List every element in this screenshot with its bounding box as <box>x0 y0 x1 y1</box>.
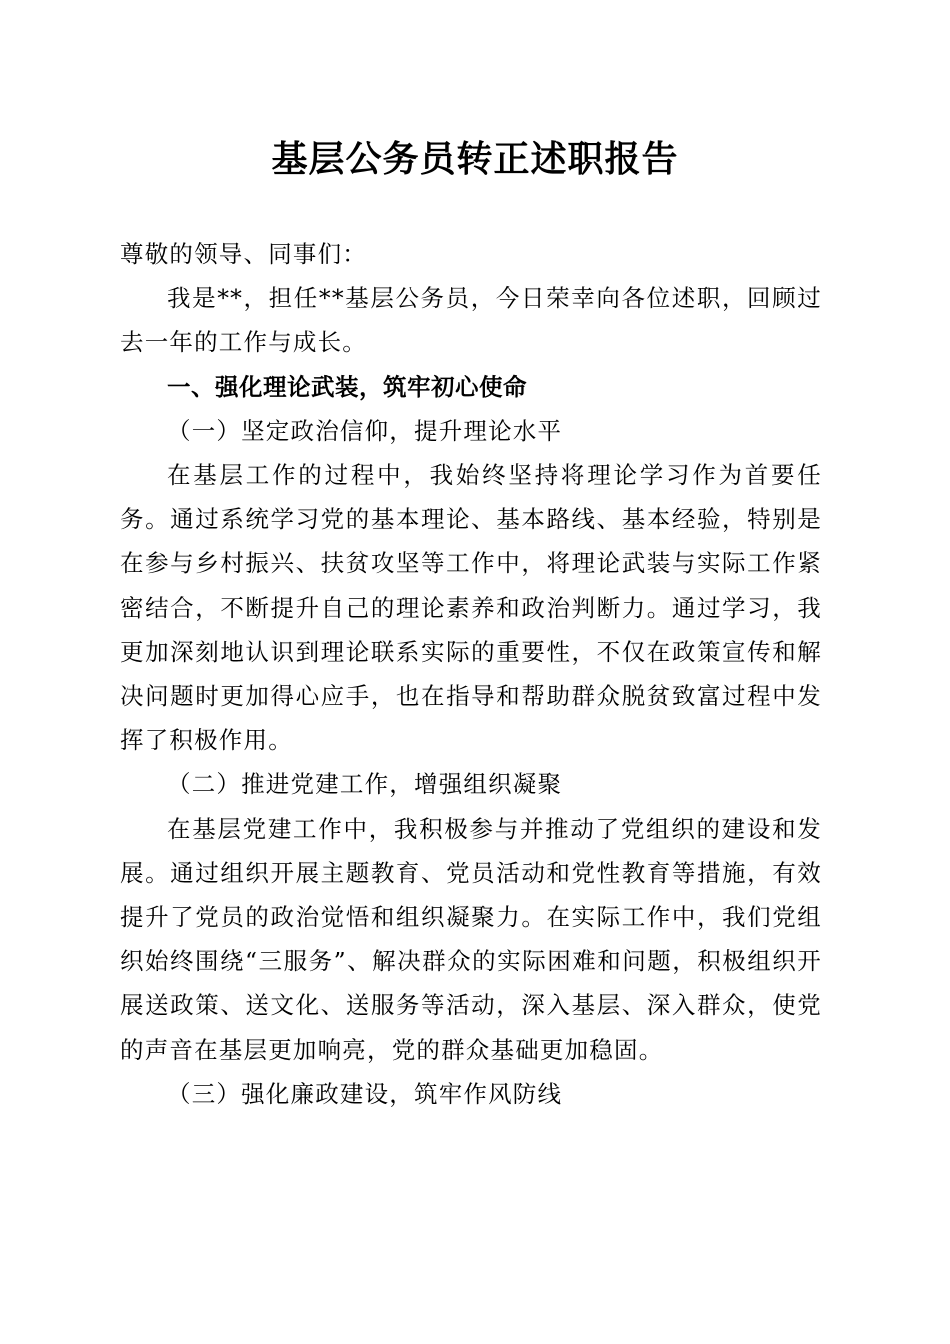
salutation: 尊敬的领导、同事们： <box>120 240 367 268</box>
section-heading-1: 一、强化理论武装，筑牢初心使命 <box>167 372 527 401</box>
subsection-heading-2: （二）推进党建工作，增强组织凝聚 <box>167 770 563 799</box>
subsection-heading-1: （一）坚定政治信仰，提升理论水平 <box>167 416 563 445</box>
document-body <box>120 232 822 1116</box>
subsection-paragraph-2: 在基层党建工作中，我积极参与并推动了党组织的建设和发展。通过组织开展主题教育、党员活动和党性教育等措施，有效提升了党员的政治觉悟和组织凝聚力。在实际工作中，我们党组织始终围绕“三服务”、解决群众的实际困难和问题，积极组织开展送政策、送文化、送服务等活动，深入基层、深入群众，使党的声音在基层更加响亮，党的群众基础更加稳固。 <box>120 814 822 1064</box>
subsection-paragraph-1: 在基层工作的过程中，我始终坚持将理论学习作为首要任务。通过系统学习党的基本理论、基本路线、基本经验，特别是在参与乡村振兴、扶贫攻坚等工作中，将理论武装与实际工作紧密结合，不断提升自己的理论素养和政治判断力。通过学习，我更加深刻地认识到理论联系实际的重要性，不仅在政策宣传和解决问题时更加得心应手，也在指导和帮助群众脱贫致富过程中发挥了积极作用。 <box>120 461 822 755</box>
subsection-heading-3: （三）强化廉政建设，筑牢作风防线 <box>167 1079 563 1108</box>
intro-paragraph: 我是**，担任**基层公务员，今日荣幸向各位述职，回顾过去一年的工作与成长。 <box>120 284 822 357</box>
document-title: 基层公务员转正述职报告 <box>271 138 679 180</box>
